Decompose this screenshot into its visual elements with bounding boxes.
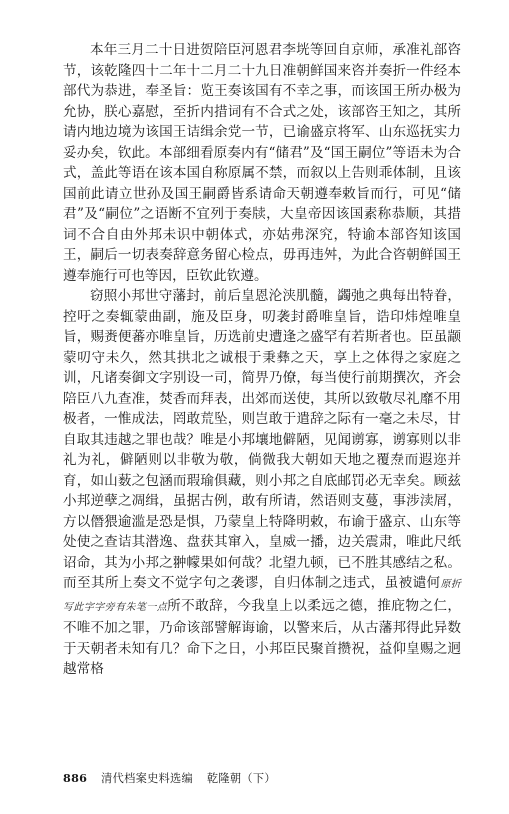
book-title: 清代档案史料选编 [101,772,194,785]
paragraph-2 [63,286,461,680]
paragraph-2-main-text: 窃照小邦世守藩封，前后皇恩沦浃肌髓，蠲弛之典每出特眷，控吁之奏辄蒙曲副，施及臣身，叨袭封爵唯皇旨，诰印炜煌唯皇旨，赐赉便蕃亦唯皇旨，历选前史遭逢之盛罕有若斯者也。臣虽颛蒙叨守未久，然其拱北之诚根于秉彝之天，享上之体得之家庭之训，凡诸奏御文字别设一司，简畀乃僚，每当使行前期撰次，齐会陪臣八九查准，焚香而拜表，出郊而送使，其所以致敬尽礼靡不用极者，一惟成法，罔敢荒坠，则岂敢于遣辞之际有一毫之未尽，甘自取其违越之罪也哉？唯是小邦壤地僻陋，见闻谫寡，谫寡则以非礼为礼，僻陋则以非敬为敬，倘微我大朝如天地之覆焘而遐迩并育，如山薮之包涵而瑕瑜俱藏，则小邦之自底邮罚必无幸矣。顾兹小邦逆孽之凋缉，虽据古例，敢有所请，然语则支蔓，事涉渎屑，方以僭猥逾滥是恐是惧，乃蒙皇上特降明敕，布谕于盛京、山东等处使之查诘其潜逸、盘获其窜入，皇威一播，边关震肃，唯此尺纸诏命，其为小邦之翀幪果如何哉？北望九顿，已不胜其感结之私。而至其所上奏文不觉字句之袭谬，自归体制之违式，虽被谴何 [63,288,461,591]
page-number: 886 [63,771,88,785]
paragraph-1: 本年三月二十日进贺陪臣河恩君李垙等回自京师，承准礼部咨节，该乾隆四十二年十二月二十九日准朝鲜国来咨并奏折一件经本部代为恭进，奉圣旨：览王奏该国有不幸之事，而该国王所办极为允协，朕心嘉慰，至折内措词有不合式之处，该部咨王知之，其所请内地边境为该国王诘缉余党一节，已谕盛京将军、山东巡抚实力妥办矣，钦此。本部细看原奏内有“储君”及“国王嗣位”等语未为合式，盖此等语在该本国自称原属不禁，而叙以上告则乖体制，且该国前此请立世孙及国王嗣爵皆系请命天朝遵奉敕旨而行，可见“储君”及“嗣位”之语断不宜列于奏牍，大皇帝因该国素称恭顺，其措词不合自由外邦未识中朝体式，亦姑弗深究，特谕本部咨知该国王，嗣后一切表奏辞意务留心检点，毋再违舛，为此合咨朝鲜国王遵奉施行可也等因，臣钦此钦遵。 [63,42,461,284]
page-footer [63,770,276,786]
body-text [63,40,461,680]
inline-editorial-note: 原折写此字字旁有朱笔一点 [63,579,461,613]
paragraph-2-continued-text: 所不敢辞，今我皇上以柔远之德，推庇物之仁，不唯不加之罪，乃命该部譬解诲谕，以警来后，从古藩邦得此异数于天朝者未知有几？命下之日，小邦臣民聚首攒祝，益仰皇赐之迥越常格 [63,597,461,677]
volume-label: 乾隆朝（下） [206,772,276,785]
